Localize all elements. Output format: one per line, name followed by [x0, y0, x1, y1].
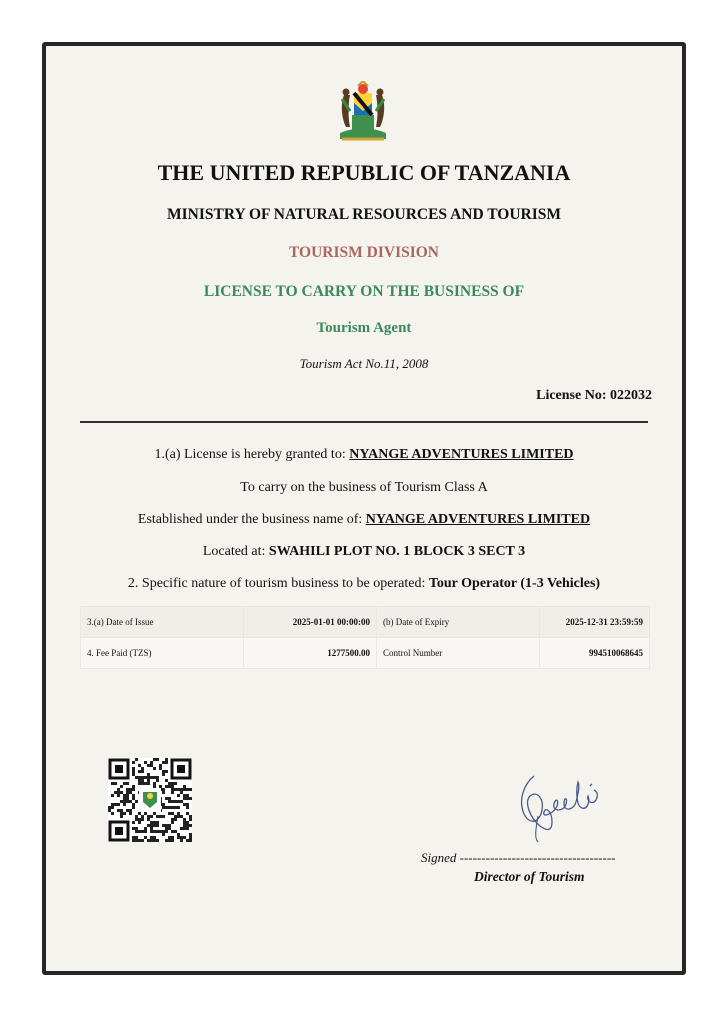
nature-value: Tour Operator (1-3 Vehicles): [428, 576, 601, 591]
nature-label: 2. Specific nature of tourism business to be operated:: [127, 576, 426, 591]
granted-to: NYANGE ADVENTURES LIMITED: [349, 447, 574, 462]
license-number: License No: 022032: [536, 388, 652, 403]
details-table: [80, 606, 650, 669]
signed-line: [421, 850, 616, 866]
granted-line: [46, 447, 682, 463]
fee-value: 1277500.00: [244, 638, 377, 669]
country-title: THE UNITED REPUBLIC OF TANZANIA: [157, 160, 571, 185]
qr-code-icon: [108, 758, 192, 842]
fee-label: 4. Fee Paid (TZS): [81, 638, 244, 669]
business-name: NYANGE ADVENTURES LIMITED: [365, 512, 591, 527]
nature-line: [46, 576, 682, 592]
coat-of-arms-icon: [336, 81, 390, 143]
expiry-label: (b) Date of Expiry: [377, 607, 540, 638]
location-line: [46, 544, 682, 560]
business-name-label: Established under the business name of:: [137, 512, 363, 527]
issue-label: 3.(a) Date of Issue: [81, 607, 244, 638]
license-title: LICENSE TO CARRY ON THE BUSINESS OF: [203, 283, 525, 300]
business-name-line: [46, 512, 682, 528]
divider: [80, 421, 648, 423]
act-reference: Tourism Act No.11, 2008: [299, 356, 429, 371]
signed-label: Signed: [421, 850, 457, 865]
class-line: To carry on the business of Tourism Class A: [240, 480, 488, 495]
signature-icon: [494, 756, 624, 846]
certificate-frame: [42, 42, 686, 975]
director-title: Director of Tourism: [474, 869, 585, 884]
division-title: TOURISM DIVISION: [288, 244, 439, 261]
granted-label: 1.(a) License is hereby granted to:: [154, 447, 346, 462]
control-label: Control Number: [377, 638, 540, 669]
table-row: [81, 607, 650, 638]
business-category: Tourism Agent: [316, 320, 412, 336]
table-row: [81, 638, 650, 669]
location-label: Located at:: [202, 544, 266, 559]
issue-value: 2025-01-01 00:00:00: [244, 607, 377, 638]
location-value: SWAHILI PLOT NO. 1 BLOCK 3 SECT 3: [268, 544, 526, 559]
expiry-value: 2025-12-31 23:59:59: [540, 607, 650, 638]
control-value: 994510068645: [540, 638, 650, 669]
signature-dash-line: ------------------------------------: [459, 850, 616, 865]
ministry-title: MINISTRY OF NATURAL RESOURCES AND TOURISM: [166, 206, 562, 223]
